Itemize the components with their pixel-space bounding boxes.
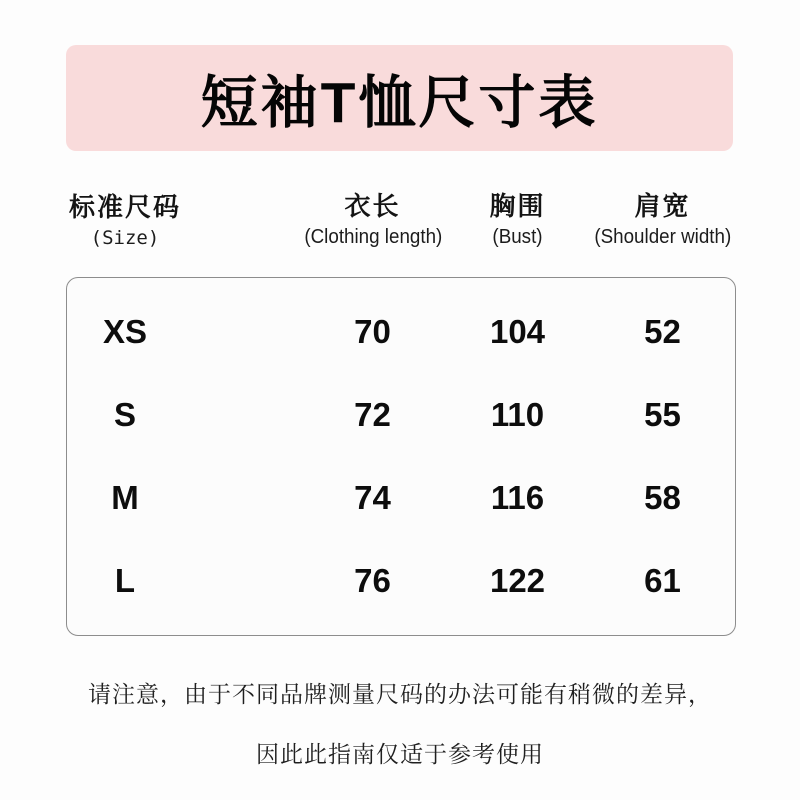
column-header-bust-zh: 胸围 (489, 191, 546, 221)
note-line-1: 请注意，由于不同品牌测量尺码的办法可能有稍微的差异， (88, 681, 712, 707)
cell-length: 74 (354, 478, 391, 516)
cell-shoulder: 55 (644, 396, 681, 434)
cell-length: 72 (354, 396, 391, 434)
cell-bust: 116 (490, 478, 545, 516)
page-title: 短袖T恤尺寸表 (200, 71, 599, 135)
column-header-length-zh: 衣长 (344, 191, 401, 221)
cell-shoulder: 52 (644, 313, 681, 351)
size-table (30, 279, 735, 634)
cell-length: 70 (354, 313, 391, 351)
column-header-bust-en: (Bust) (492, 226, 543, 248)
column-header-size-zh: 标准尺码 (68, 191, 181, 222)
note-line-2: 因此此指南仅适于参考使用 (256, 741, 544, 767)
cell-bust: 122 (489, 561, 546, 599)
column-header-size (30, 187, 220, 249)
table-row (30, 291, 735, 374)
table-header (30, 186, 735, 249)
cell-length: 76 (354, 561, 391, 599)
column-header-shoulder (590, 186, 735, 249)
column-header-shoulder-en: (Shoulder width) (594, 226, 732, 248)
cell-shoulder: 61 (644, 561, 681, 599)
size-chart-banner (66, 45, 733, 151)
column-header-length-en: (Clothing length) (304, 226, 443, 248)
column-header-shoulder-zh: 肩宽 (634, 191, 691, 221)
column-header-length (300, 186, 445, 249)
column-header-size-en: (Size) (90, 226, 160, 249)
cell-size: S (113, 396, 136, 434)
cell-shoulder: 58 (644, 478, 681, 516)
cell-bust: 110 (490, 396, 545, 434)
column-header-bust (445, 186, 590, 249)
cell-size: M (111, 478, 139, 516)
table-row (30, 374, 735, 457)
cell-size: XS (102, 313, 148, 351)
table-row (30, 539, 735, 622)
cell-size: L (114, 561, 136, 599)
cell-bust: 104 (489, 313, 546, 351)
table-row (30, 457, 735, 540)
